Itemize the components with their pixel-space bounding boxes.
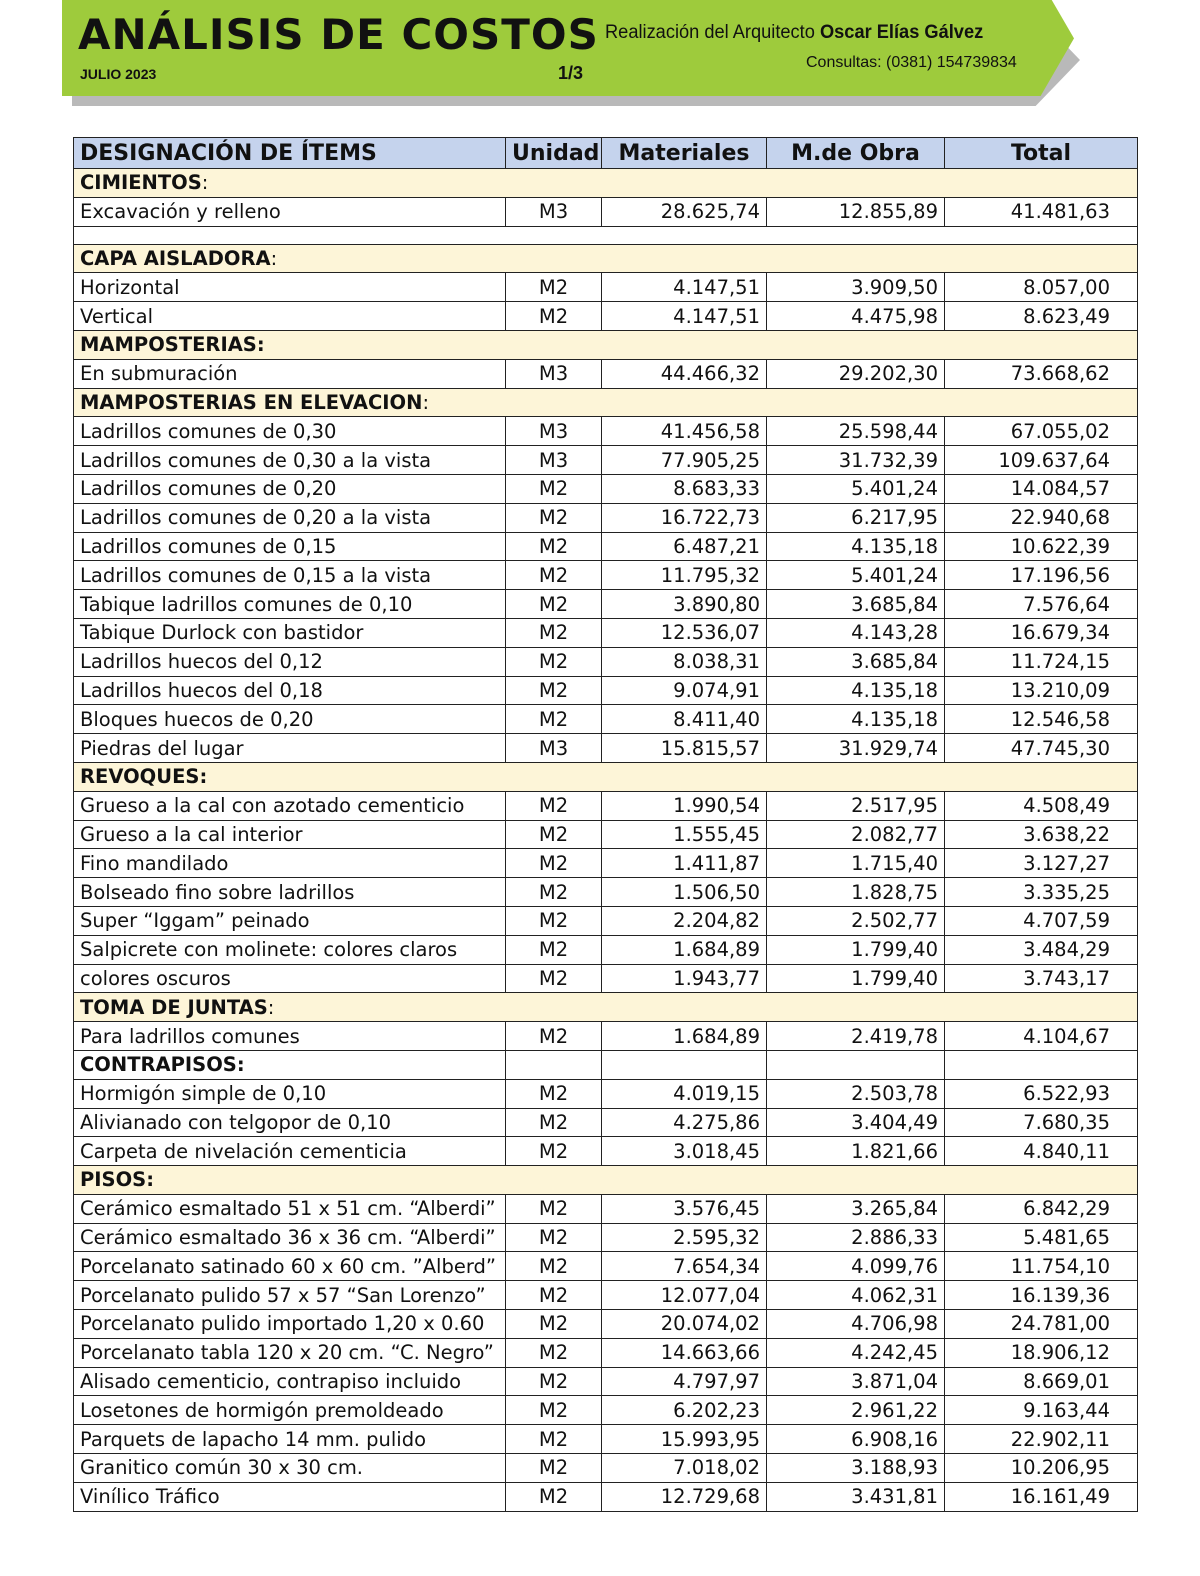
section-name: TOMA DE JUNTAS: [80, 995, 268, 1019]
obra-cell: 31.732,39: [767, 446, 945, 475]
item-name: Para ladrillos comunes: [74, 1022, 506, 1051]
section-row: [74, 169, 1138, 198]
section-row: [74, 244, 1138, 273]
table-row: [74, 1108, 1138, 1137]
unit-cell: M2: [506, 1281, 602, 1310]
materiales-cell: 1.555,45: [602, 820, 767, 849]
table-row: [74, 1338, 1138, 1367]
materiales-cell: 1.506,50: [602, 878, 767, 907]
total-cell: 4.840,11: [945, 1137, 1138, 1166]
unit-cell: M2: [506, 1310, 602, 1339]
materiales-cell: 15.815,57: [602, 734, 767, 763]
total-cell: 7.680,35: [945, 1108, 1138, 1137]
section-row: [74, 330, 1138, 359]
materiales-cell: 2.204,82: [602, 906, 767, 935]
item-name: Losetones de hormigón premoldeado: [74, 1396, 506, 1425]
materiales-cell: 14.663,66: [602, 1338, 767, 1367]
obra-cell: [767, 1050, 945, 1079]
item-name: Alivianado con telgopor de 0,10: [74, 1108, 506, 1137]
materiales-cell: 12.536,07: [602, 618, 767, 647]
obra-cell: 1.715,40: [767, 849, 945, 878]
total-cell: 73.668,62: [945, 359, 1138, 388]
item-name: Carpeta de nivelación cementicia: [74, 1137, 506, 1166]
total-cell: 7.576,64: [945, 590, 1138, 619]
materiales-cell: 6.202,23: [602, 1396, 767, 1425]
unit-cell: M2: [506, 935, 602, 964]
total-cell: 3.743,17: [945, 964, 1138, 993]
total-cell: 41.481,63: [945, 197, 1138, 226]
obra-cell: 29.202,30: [767, 359, 945, 388]
materiales-cell: 6.487,21: [602, 532, 767, 561]
materiales-cell: 3.576,45: [602, 1194, 767, 1223]
materiales-cell: 12.729,68: [602, 1482, 767, 1511]
table-header-row: [74, 138, 1138, 169]
total-cell: 3.335,25: [945, 878, 1138, 907]
obra-cell: 12.855,89: [767, 197, 945, 226]
total-cell: 11.754,10: [945, 1252, 1138, 1281]
item-name: Super “Iggam” peinado: [74, 906, 506, 935]
table-row: [74, 1079, 1138, 1108]
total-cell: 8.623,49: [945, 302, 1138, 331]
section-name: MAMPOSTERIAS EN ELEVACION: [80, 390, 423, 414]
obra-cell: 2.082,77: [767, 820, 945, 849]
materiales-cell: 20.074,02: [602, 1310, 767, 1339]
item-name: Ladrillos huecos del 0,12: [74, 647, 506, 676]
total-cell: 67.055,02: [945, 417, 1138, 446]
total-cell: 12.546,58: [945, 705, 1138, 734]
materiales-cell: 4.147,51: [602, 273, 767, 302]
table-row: [74, 273, 1138, 302]
unit-cell: M3: [506, 734, 602, 763]
total-cell: 109.637,64: [945, 446, 1138, 475]
total-cell: 5.481,65: [945, 1223, 1138, 1252]
table-row: [74, 1425, 1138, 1454]
materiales-cell: 1.684,89: [602, 935, 767, 964]
total-cell: 6.842,29: [945, 1194, 1138, 1223]
obra-cell: 2.961,22: [767, 1396, 945, 1425]
blank-cell: [506, 226, 602, 244]
total-cell: 18.906,12: [945, 1338, 1138, 1367]
obra-cell: 2.419,78: [767, 1022, 945, 1051]
unit-cell: M2: [506, 273, 602, 302]
unit-cell: M3: [506, 359, 602, 388]
total-cell: 8.669,01: [945, 1367, 1138, 1396]
section-suffix: :: [422, 390, 430, 414]
materiales-cell: 77.905,25: [602, 446, 767, 475]
item-name: Ladrillos comunes de 0,15 a la vista: [74, 561, 506, 590]
item-name: Cerámico esmaltado 51 x 51 cm. “Alberdi”: [74, 1194, 506, 1223]
item-name: Salpicrete con molinete: colores claros: [74, 935, 506, 964]
blank-cell: [945, 226, 1138, 244]
obra-cell: 25.598,44: [767, 417, 945, 446]
materiales-cell: 4.797,97: [602, 1367, 767, 1396]
total-cell: 3.484,29: [945, 935, 1138, 964]
table-row: [74, 618, 1138, 647]
section-row: [74, 388, 1138, 417]
materiales-cell: 1.411,87: [602, 849, 767, 878]
total-cell: 4.104,67: [945, 1022, 1138, 1051]
item-name: colores oscuros: [74, 964, 506, 993]
total-cell: 9.163,44: [945, 1396, 1138, 1425]
obra-cell: 3.871,04: [767, 1367, 945, 1396]
obra-cell: 1.828,75: [767, 878, 945, 907]
item-name: Hormigón simple de 0,10: [74, 1079, 506, 1108]
materiales-cell: 41.456,58: [602, 417, 767, 446]
item-name: Cerámico esmaltado 36 x 36 cm. “Alberdi”: [74, 1223, 506, 1252]
obra-cell: 3.909,50: [767, 273, 945, 302]
total-cell: 8.057,00: [945, 273, 1138, 302]
item-name: Alisado cementicio, contrapiso incluido: [74, 1367, 506, 1396]
obra-cell: 3.188,93: [767, 1454, 945, 1483]
item-name: Piedras del lugar: [74, 734, 506, 763]
table-row: [74, 417, 1138, 446]
unit-cell: M2: [506, 820, 602, 849]
table-row: [74, 878, 1138, 907]
obra-cell: 4.242,45: [767, 1338, 945, 1367]
materiales-cell: 4.275,86: [602, 1108, 767, 1137]
item-name: Parquets de lapacho 14 mm. pulido: [74, 1425, 506, 1454]
total-cell: 6.522,93: [945, 1079, 1138, 1108]
unit-cell: M2: [506, 1079, 602, 1108]
table-row: [74, 906, 1138, 935]
section-title: [74, 244, 1138, 273]
unit-cell: M2: [506, 1482, 602, 1511]
section-suffix: :: [201, 171, 209, 195]
table-row: [74, 532, 1138, 561]
obra-cell: 2.502,77: [767, 906, 945, 935]
item-name: Porcelanato satinado 60 x 60 cm. ”Alberd”: [74, 1252, 506, 1281]
total-cell: 10.206,95: [945, 1454, 1138, 1483]
column-header-mano-de-obra: M.de Obra: [767, 138, 945, 169]
unit-cell: M2: [506, 1454, 602, 1483]
table-row: [74, 474, 1138, 503]
section-row: [74, 1166, 1138, 1195]
materiales-cell: [602, 1050, 767, 1079]
page-number: 1/3: [558, 63, 584, 83]
total-cell: 11.724,15: [945, 647, 1138, 676]
unit-cell: M2: [506, 1194, 602, 1223]
materiales-cell: 7.018,02: [602, 1454, 767, 1483]
table-row: [74, 503, 1138, 532]
unit-cell: M2: [506, 906, 602, 935]
obra-cell: 4.099,76: [767, 1252, 945, 1281]
total-cell: 24.781,00: [945, 1310, 1138, 1339]
table-row: [74, 1252, 1138, 1281]
materiales-cell: 8.411,40: [602, 705, 767, 734]
item-name: Vinílico Tráfico: [74, 1482, 506, 1511]
materiales-cell: 8.038,31: [602, 647, 767, 676]
column-header-materiales: Materiales: [602, 138, 767, 169]
unit-cell: M2: [506, 647, 602, 676]
materiales-cell: 16.722,73: [602, 503, 767, 532]
total-cell: 17.196,56: [945, 561, 1138, 590]
unit-cell: M2: [506, 878, 602, 907]
table-row: [74, 705, 1138, 734]
obra-cell: 6.908,16: [767, 1425, 945, 1454]
unit-cell: M2: [506, 503, 602, 532]
item-name: Vertical: [74, 302, 506, 331]
table-row: [74, 1310, 1138, 1339]
total-cell: 4.508,49: [945, 791, 1138, 820]
materiales-cell: 12.077,04: [602, 1281, 767, 1310]
obra-cell: 4.706,98: [767, 1310, 945, 1339]
table-row: [74, 302, 1138, 331]
table-row: [74, 647, 1138, 676]
item-name: Bloques huecos de 0,20: [74, 705, 506, 734]
materiales-cell: 11.795,32: [602, 561, 767, 590]
table-row: [74, 964, 1138, 993]
contact-line: Consultas: (0381) 154739834: [806, 54, 1017, 71]
materiales-cell: 1.943,77: [602, 964, 767, 993]
obra-cell: 1.799,40: [767, 964, 945, 993]
obra-cell: 3.685,84: [767, 647, 945, 676]
unit-cell: M2: [506, 791, 602, 820]
obra-cell: 5.401,24: [767, 474, 945, 503]
unit-cell: M2: [506, 1252, 602, 1281]
obra-cell: 2.503,78: [767, 1079, 945, 1108]
section-name: CAPA AISLADORA: [80, 246, 271, 270]
item-name: Granitico común 30 x 30 cm.: [74, 1454, 506, 1483]
unit-cell: M2: [506, 849, 602, 878]
obra-cell: 3.265,84: [767, 1194, 945, 1223]
obra-cell: 2.886,33: [767, 1223, 945, 1252]
author-name: Oscar Elías Gálvez: [819, 22, 984, 43]
section-suffix: :: [270, 246, 278, 270]
table-row: [74, 1367, 1138, 1396]
item-name: Porcelanato tabla 120 x 20 cm. “C. Negro”: [74, 1338, 506, 1367]
blank-row: [74, 226, 1138, 244]
section-row: [74, 762, 1138, 791]
item-name: Fino mandilado: [74, 849, 506, 878]
materiales-cell: 9.074,91: [602, 676, 767, 705]
materiales-cell: 4.147,51: [602, 302, 767, 331]
table-row: [74, 1194, 1138, 1223]
table-row: [74, 590, 1138, 619]
obra-cell: 4.475,98: [767, 302, 945, 331]
unit-cell: M2: [506, 1396, 602, 1425]
obra-cell: 4.135,18: [767, 532, 945, 561]
unit-cell: M2: [506, 705, 602, 734]
item-name: Ladrillos huecos del 0,18: [74, 676, 506, 705]
section-title: [74, 388, 1138, 417]
table-row: [74, 734, 1138, 763]
table-row: [74, 820, 1138, 849]
total-cell: 4.707,59: [945, 906, 1138, 935]
unit-cell: M2: [506, 1367, 602, 1396]
table-row: [74, 676, 1138, 705]
unit-cell: M2: [506, 1108, 602, 1137]
materiales-cell: 4.019,15: [602, 1079, 767, 1108]
unit-cell: M2: [506, 474, 602, 503]
table-row: [74, 1396, 1138, 1425]
materiales-cell: 44.466,32: [602, 359, 767, 388]
table-row: [74, 1137, 1138, 1166]
total-cell: 16.679,34: [945, 618, 1138, 647]
total-cell: 16.161,49: [945, 1482, 1138, 1511]
materiales-cell: 15.993,95: [602, 1425, 767, 1454]
table-row: [74, 561, 1138, 590]
unit-cell: M2: [506, 590, 602, 619]
item-name: Porcelanato pulido importado 1,20 x 0.60: [74, 1310, 506, 1339]
table-row: [74, 359, 1138, 388]
table-row: [74, 1454, 1138, 1483]
materiales-cell: 1.990,54: [602, 791, 767, 820]
unit-cell: M2: [506, 1223, 602, 1252]
unit-cell: M2: [506, 1338, 602, 1367]
unit-cell: [506, 1050, 602, 1079]
item-name: Grueso a la cal interior: [74, 820, 506, 849]
table-row: [74, 446, 1138, 475]
table-row: [74, 791, 1138, 820]
table-row: [74, 1022, 1138, 1051]
item-name: Porcelanato pulido 57 x 57 “San Lorenzo”: [74, 1281, 506, 1310]
table-row: [74, 1223, 1138, 1252]
unit-cell: M3: [506, 417, 602, 446]
unit-cell: M2: [506, 1425, 602, 1454]
materiales-cell: 3.890,80: [602, 590, 767, 619]
total-cell: 14.084,57: [945, 474, 1138, 503]
document-title: ANÁLISIS DE COSTOS: [78, 10, 599, 59]
section-title: [74, 762, 1138, 791]
total-cell: [945, 1050, 1138, 1079]
item-name: Ladrillos comunes de 0,20 a la vista: [74, 503, 506, 532]
column-header-designacion: DESIGNACIÓN DE ÍTEMS: [74, 138, 506, 169]
section-name: CONTRAPISOS:: [80, 1053, 245, 1077]
unit-cell: M2: [506, 1137, 602, 1166]
column-header-total: Total: [945, 138, 1138, 169]
total-cell: 13.210,09: [945, 676, 1138, 705]
blank-cell: [74, 226, 506, 244]
materiales-cell: 7.654,34: [602, 1252, 767, 1281]
unit-cell: M2: [506, 561, 602, 590]
materiales-cell: 2.595,32: [602, 1223, 767, 1252]
obra-cell: 31.929,74: [767, 734, 945, 763]
table-row: [74, 1482, 1138, 1511]
obra-cell: 1.799,40: [767, 935, 945, 964]
unit-cell: M2: [506, 618, 602, 647]
total-cell: 22.940,68: [945, 503, 1138, 532]
item-name: Tabique Durlock con bastidor: [74, 618, 506, 647]
author-prefix: Realización del Arquitecto: [605, 22, 820, 43]
author-line: [605, 22, 983, 44]
item-name: Bolseado fino sobre ladrillos: [74, 878, 506, 907]
unit-cell: M2: [506, 676, 602, 705]
item-name: Ladrillos comunes de 0,15: [74, 532, 506, 561]
section-row: [74, 993, 1138, 1022]
obra-cell: 3.431,81: [767, 1482, 945, 1511]
obra-cell: 3.404,49: [767, 1108, 945, 1137]
section-name: PISOS:: [80, 1168, 155, 1192]
obra-cell: 1.821,66: [767, 1137, 945, 1166]
section-name: REVOQUES:: [80, 765, 208, 789]
table-row: [74, 197, 1138, 226]
total-cell: 22.902,11: [945, 1425, 1138, 1454]
blank-cell: [602, 226, 767, 244]
obra-cell: 4.062,31: [767, 1281, 945, 1310]
item-name: En submuración: [74, 359, 506, 388]
obra-cell: 6.217,95: [767, 503, 945, 532]
obra-cell: 2.517,95: [767, 791, 945, 820]
unit-cell: M3: [506, 446, 602, 475]
unit-cell: M2: [506, 532, 602, 561]
total-cell: 47.745,30: [945, 734, 1138, 763]
section-title: [74, 993, 1138, 1022]
total-cell: 16.139,36: [945, 1281, 1138, 1310]
section-name: CIMIENTOS: [80, 171, 202, 195]
table-row: [74, 1281, 1138, 1310]
document-date: JULIO 2023: [80, 66, 157, 82]
unit-cell: M3: [506, 197, 602, 226]
section-title: [74, 169, 1138, 198]
section-name: MAMPOSTERIAS:: [80, 333, 265, 357]
obra-cell: 4.135,18: [767, 705, 945, 734]
unit-cell: M2: [506, 302, 602, 331]
table-row: [74, 935, 1138, 964]
materiales-cell: 28.625,74: [602, 197, 767, 226]
item-name: Ladrillos comunes de 0,30: [74, 417, 506, 446]
obra-cell: 3.685,84: [767, 590, 945, 619]
section-title: [74, 1050, 506, 1079]
materiales-cell: 1.684,89: [602, 1022, 767, 1051]
total-cell: 3.127,27: [945, 849, 1138, 878]
total-cell: 3.638,22: [945, 820, 1138, 849]
total-cell: 10.622,39: [945, 532, 1138, 561]
unit-cell: M2: [506, 1022, 602, 1051]
table-row: [74, 849, 1138, 878]
section-suffix: :: [267, 995, 275, 1019]
blank-cell: [767, 226, 945, 244]
item-name: Tabique ladrillos comunes de 0,10: [74, 590, 506, 619]
section-row: [74, 1050, 1138, 1079]
section-title: [74, 330, 1138, 359]
materiales-cell: 8.683,33: [602, 474, 767, 503]
item-name: Ladrillos comunes de 0,20: [74, 474, 506, 503]
item-name: Grueso a la cal con azotado cementicio: [74, 791, 506, 820]
obra-cell: 4.135,18: [767, 676, 945, 705]
cost-table: [73, 137, 1138, 1512]
obra-cell: 4.143,28: [767, 618, 945, 647]
column-header-unidad: Unidad: [506, 138, 602, 169]
table-body: [74, 169, 1138, 1512]
item-name: Excavación y relleno: [74, 197, 506, 226]
unit-cell: M2: [506, 964, 602, 993]
section-title: [74, 1166, 1138, 1195]
item-name: Ladrillos comunes de 0,30 a la vista: [74, 446, 506, 475]
item-name: Horizontal: [74, 273, 506, 302]
materiales-cell: 3.018,45: [602, 1137, 767, 1166]
obra-cell: 5.401,24: [767, 561, 945, 590]
